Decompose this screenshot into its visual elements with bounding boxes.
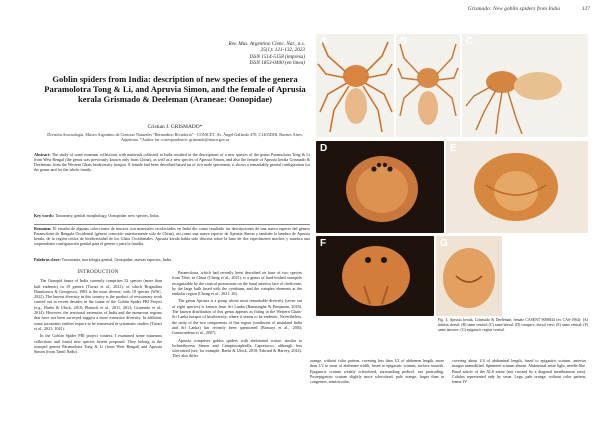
figure-panel-b <box>396 34 460 137</box>
figure-panel-g <box>436 236 502 316</box>
keywords <box>34 213 310 218</box>
divider <box>34 224 310 225</box>
journal-line: 25(1): 121-132, 2023 <box>260 47 305 54</box>
body-column-3 <box>310 358 444 386</box>
author-affiliation: División Aracnología, Museo Argentino de Ciencias Naturales "Bernardino Rivadavia" - CONICET. Av. Ángel Gallardo 470, C1405DJR, Buenos Aires, Argentina. *Author for correspondence: grismado@macn.gov.ar <box>47 132 303 143</box>
paragraph: The Oonopid fauna of India currently comprises 52 species (more than half endemic) in 19 genera (Tiwari et al., 2021), of which Brignolina Dumitrescu & Georgescu, 1983 is the most diverse, with 18 species (WSC, 2022). The known diversity in this country is the product of revisionary work carried out in recent decades in the frame of the Goblin Spider PBI Project (e.g., Baehr & Ubick, 2010; Platnick et al., 2011, 2012; Grismado et al., 2014). However, the territorial extension of India and the numerous regions that have not been surveyed suggest a more extensive diversity. In addition, some taxonomic entities require to be reassessed in systematic studies (Tiwari et al., 2021: 1041). <box>34 278 162 331</box>
panel-label: B <box>400 36 408 47</box>
running-head: Grismado: New goblin spiders from India <box>467 6 560 12</box>
panel-label: E <box>450 143 457 154</box>
resumen-text: El estudio de algunas colecciones de museos con materiales recolectados en India dio como resultado las descripciones de una nueva especie del género Paramolotra de Bengala Occidental (género conocido anteriormente solo de China), así como una nueva especie de Aprusia Simon y también la hembra de Aprusia kerala, de la región crítica de biodiversidad de los Ghats Occidentales. Aprusia kerala había sido descrita sobre la base de dos especímenes machos y muestra una sorprendente configuración genital para el género y para la familia. <box>34 226 310 247</box>
spider-dorsal-image <box>316 34 394 137</box>
journal-info <box>130 41 305 66</box>
page-number: 127 <box>581 6 590 12</box>
paragraph: covering about 1/4 of abdominal length, fused to epigastric scutum, anterior margin unmodified. Spinneret scutum absent. Abdominal setae light, needle-like. Basal article of the ALS entire (not crossed by a diagonal membranous area). Colulus represented only by setae. Legs: pale orange, without color pattern, femur IV <box>452 358 586 385</box>
palabras-text: Taxonomía, morfología genital, Oonopidae, nuevas especies, India. <box>61 257 172 262</box>
figure-panel-e <box>446 141 588 233</box>
paragraph: orange, without color pattern, covering less than 1/2 of abdomen length, more than 1/2 to most of abdomen width, fused to epigastric scutum, surface smooth. Epigastric scutum weakly sclerotized, surrounding pedicel, not protruding. Postepigastric scutum slightly more sclerotized, pale orange, larger than in congeners, semicircular, <box>310 358 444 385</box>
article-title: Goblin spiders from India: description of new species of the genera Paramolotra Tong & Li, and Apruvia Simon, and the female of Aprusia kerala Grismado & Deeleman (Araneae: Oonopidae) <box>44 74 306 104</box>
paragraph: In the Goblin Spider PBI project context, I examined some museums collections and found new species herein proposed. They belong to the oonopid genera Paramolotra Tong & Li (from West Bengal) and Aprusia Simon (from Tamil Nadu). <box>34 333 162 355</box>
paragraph: Aprusia comprises goblin spiders with abdominal scutae, similar to Ischnothyreus Simon and Camptoscaphiella Caporiacco, although less sclerotized (see, for example, Baehr & Ubick, 2010; Edward & Harvey, 2014). They also differ <box>172 337 302 359</box>
abstract-text: The study of some museum collections with materials collected in India resulted in the descriptions of a new species of the genus Paramolotra Tong & Li from West Bengal (the genus was previously known only from China), as well as a new species of Aprusia Simon, and also the female of Aprusia kerala Grismado & Deeleman, from the Western Ghats biodiversity hotspot. A female had been described based on of two male specimens, it shows a remarkably genital configuration for the genus and for the whole family. <box>34 152 311 173</box>
abstract <box>34 152 310 172</box>
spider-lateral-image <box>462 34 588 137</box>
panel-label: F <box>320 238 327 249</box>
body-column-2 <box>172 270 302 361</box>
body-column-1 <box>34 270 162 356</box>
keywords-text: Taxonomy, genital morphology, Oonopidae, new species, India. <box>55 213 160 218</box>
paragraph: Paramolotra, which had recently been described on base of two species from Tibet, in China (Cheng et al., 2021), is a genus of hard-bodied oonopids recognizable by the conical protrusions on the basal anterior face of chelicerae, by the large bulb fused with the cymbium, and the complex elements at the embolar region (Cheng et al., 2021: 26). <box>172 270 302 297</box>
carapace-dorsal-image <box>316 141 444 233</box>
resumen <box>34 226 310 246</box>
panel-label: C <box>466 36 474 47</box>
figure-caption: Fig. 4. Aprusia kerala, Grismado & Deeleman, female CASENT 9008844 (ex CAS-1964): (A) habitus dorsal; (B) same ventral; (C) same lateral; (D) carapace, dorsal view; (E) same ventral; (F) same anterior; (G) epigastric region ventral. <box>438 318 588 332</box>
section-heading: INTRODUCTION <box>77 270 119 275</box>
prosoma-anterior-image <box>316 236 434 316</box>
figure-panel-a <box>316 34 394 137</box>
spider-ventral-image <box>396 34 460 137</box>
palabras-clave <box>34 257 310 262</box>
resumen-label: Resumen: <box>34 226 52 231</box>
carapace-ventral-image <box>446 141 588 233</box>
article-author: Cristian J. GRISMADO* <box>147 124 203 130</box>
panel-label: G <box>440 238 448 249</box>
figure-panel-f <box>316 236 434 316</box>
journal-line: ISSN 1853-0400 (en línea) <box>249 59 305 66</box>
panel-label: D <box>320 143 328 154</box>
journal-line: Rev. Mus. Argentino Cienc. Nat., n.s. <box>228 41 305 47</box>
abstract-label: Abstract: <box>34 152 51 157</box>
journal-line: ISSN 1514-5158 (impresa) <box>249 53 305 60</box>
paragraph: The genus Aprusia is a group whose most remarkable diversity (seven out of eight species) is known from Sri Lanka (Ranasinghe & Benjamin, 2018). The known distribution of this genus appears as fitting in the Western Ghats-Sri Lanka hotspot of biodiversity, where it seems to be endemic. Nevertheless, the unity of the two components of this region (southwest of mainland India and Sri Lanka) has recently been questioned (Bossuyt et al., 2004; Gunawardena et al., 2007). <box>172 298 302 336</box>
keywords-label: Key words: <box>34 213 55 218</box>
panel-label: A <box>320 36 328 47</box>
figure-panel-d <box>316 141 444 233</box>
figure-panel-c <box>462 34 588 137</box>
palabras-label: Palabras clave: <box>34 257 61 262</box>
body-column-4 <box>452 358 586 386</box>
